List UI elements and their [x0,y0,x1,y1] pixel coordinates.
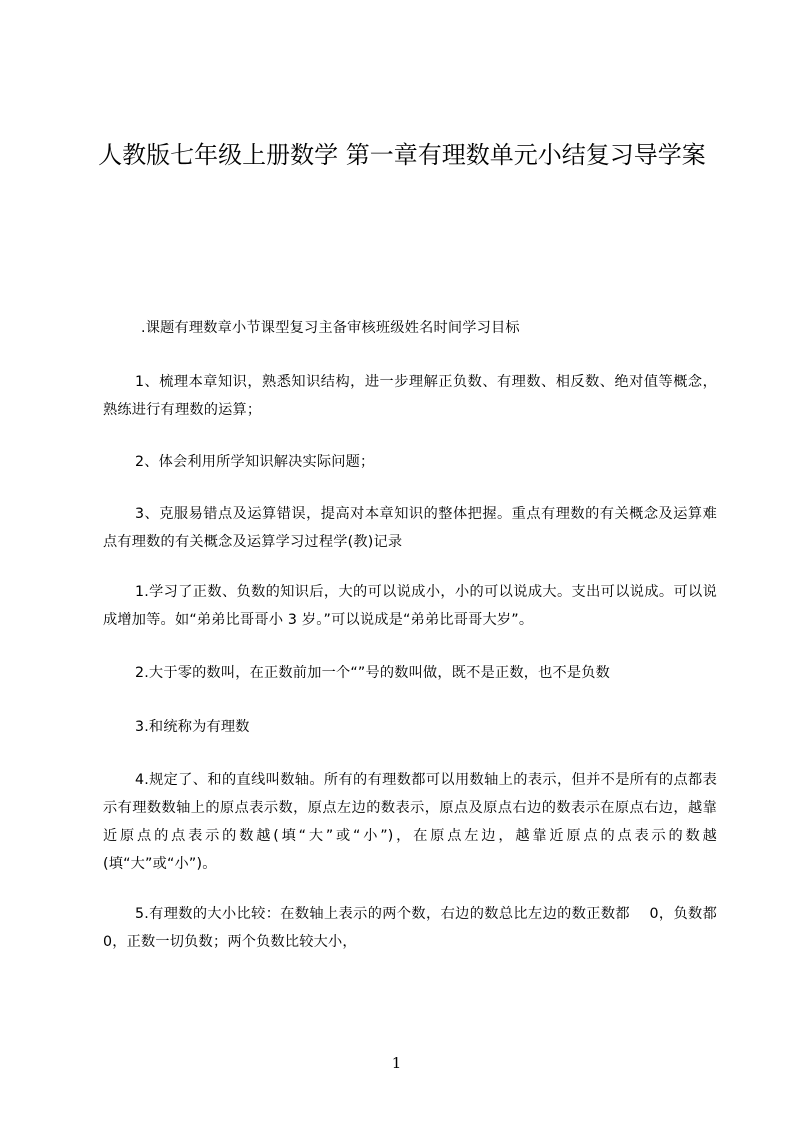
page-number: 1 [391,1054,402,1072]
paragraph-goal-2: 2、体会利用所学知识解决实际问题； [135,454,375,470]
paragraph-item-5: 5.有理数的大小比较：在数轴上表示的两个数，右边的数总比左边的数正数都 0，负数都 0，正数一切负数；两个负数比较大小， [103,906,717,950]
paragraph-item-3: 3.和统称为有理数 [135,719,250,735]
paragraph-lesson-header: .课题有理数章小节课型复习主备审核班级姓名时间学习目标 [141,320,520,336]
paragraph-goal-3: 3、克服易错点及运算错误，提高对本章知识的整体把握。重点有理数的有关概念及运算难点有理数的有关概念及运算学习过程学(教)记录 [103,506,717,550]
paragraph-item-4: 4.规定了、和的直线叫数轴。所有的有理数都可以用数轴上的表示，但并不是所有的点都表示有理数数轴上的原点表示数，原点左边的数表示，原点及原点右边的数表示在原点右边，越靠近原点的点表示的数越(填“大”或“小”)，在原点左边，越靠近原点的点表示的数越(填“大”或“小”)。 [103,772,717,872]
document-title: 人教版七年级上册数学 第一章有理数单元小结复习导学案 [98,141,706,169]
paragraph-item-2: 2.大于零的数叫，在正数前加一个“”号的数叫做，既不是正数，也不是负数 [135,665,611,681]
paragraph-item-1: 1.学习了正数、负数的知识后，大的可以说成小，小的可以说成大。支出可以说成。可以说成增加等。如“弟弟比哥哥小 3 岁。”可以说成是“弟弟比哥哥大岁”。 [103,584,717,628]
paragraph-goal-1: 1、梳理本章知识，熟悉知识结构，进一步理解正负数、有理数、相反数、绝对值等概念，熟练进行有理数的运算； [103,374,717,418]
